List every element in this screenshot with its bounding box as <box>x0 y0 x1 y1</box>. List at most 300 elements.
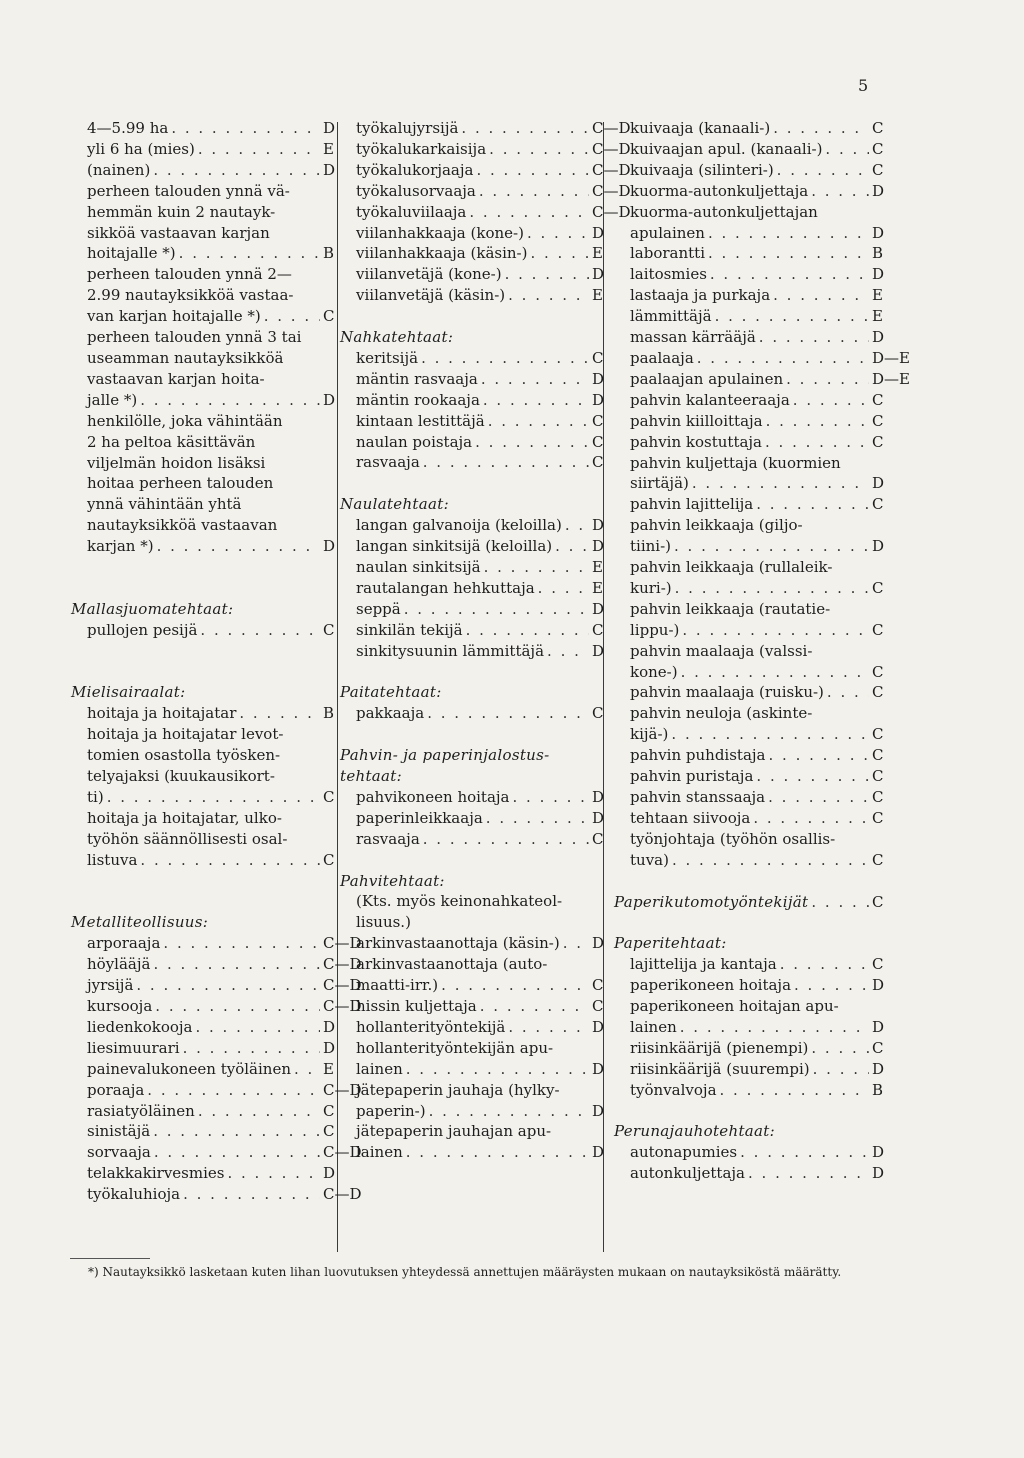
pay-class: C <box>872 1038 884 1057</box>
occupation-entry <box>614 348 910 369</box>
entry-line <box>630 285 882 306</box>
occupation-label: pahvin kalanteeraaja <box>630 390 790 409</box>
occupation-label: lippu-) <box>630 620 680 639</box>
dot-leader <box>171 118 320 139</box>
entry-line <box>356 1101 605 1122</box>
occupation-entry <box>71 1142 362 1163</box>
pay-class: C <box>323 307 335 326</box>
occupation-entry <box>340 808 605 829</box>
occupation-entry <box>614 494 882 515</box>
pay-class: C <box>592 704 604 723</box>
pay-class: E <box>592 578 603 597</box>
entry-line <box>630 515 882 536</box>
occupation-entry <box>614 139 882 160</box>
occupation-entry <box>614 703 882 745</box>
occupation-entry <box>71 975 362 996</box>
occupation-entry <box>71 264 333 327</box>
entry-line <box>630 160 882 181</box>
occupation-label: työkalukorjaaja <box>356 160 474 179</box>
entry-line <box>630 1142 885 1163</box>
pay-class: D <box>592 641 605 660</box>
occupation-label: hoitaja ja hoitajatar <box>87 704 237 723</box>
pay-class: C <box>872 139 884 158</box>
dot-leader <box>183 1038 320 1059</box>
dot-leader <box>681 662 869 683</box>
entry-line <box>630 536 885 557</box>
pay-class: C <box>872 892 884 911</box>
column-divider <box>603 122 604 1252</box>
occupation-label: hollanterityöntekijä <box>356 1017 506 1036</box>
occupation-label: langan galvanoija (keloilla) <box>356 516 562 535</box>
dot-leader <box>530 243 589 264</box>
occupation-label: työkaluviilaaja <box>356 202 467 221</box>
occupation-entry <box>614 808 882 829</box>
occupation-label: pahvin kuljettaja (kuormien <box>630 453 841 472</box>
entry-line <box>630 850 882 871</box>
entry-line <box>87 118 336 139</box>
entry-line <box>356 160 631 181</box>
pay-class: D <box>592 808 605 827</box>
occupation-entry <box>614 829 882 871</box>
page-number: 5 <box>858 76 869 95</box>
dot-leader <box>483 390 589 411</box>
occupation-entry <box>340 452 602 473</box>
occupation-entry <box>340 1038 605 1080</box>
entry-line <box>87 494 333 515</box>
entry-line <box>356 703 602 724</box>
entry-line <box>87 745 333 766</box>
dot-leader <box>794 975 869 996</box>
occupation-entry <box>614 1163 885 1184</box>
pay-class: D <box>872 223 885 242</box>
entry-line <box>87 515 333 536</box>
section-heading: Paperikutomotyöntekijät <box>614 892 809 911</box>
dot-leader <box>239 703 320 724</box>
pay-class: C <box>323 787 335 806</box>
occupation-label: useamman nautayksikköä <box>87 348 284 367</box>
occupation-label: rasvaaja <box>356 829 420 848</box>
pay-class: C <box>872 432 884 451</box>
entry-line <box>356 808 605 829</box>
pay-class: C <box>323 620 335 639</box>
pay-class: D <box>872 1143 885 1162</box>
occupation-label: kursooja <box>87 997 153 1016</box>
footnote-rule <box>70 1258 150 1259</box>
occupation-entry <box>71 703 333 724</box>
dot-leader <box>813 1059 869 1080</box>
pay-class: D <box>872 1017 885 1036</box>
section-heading: Pahvin- ja paperinjalostus- <box>340 746 550 765</box>
occupation-entry <box>340 411 602 432</box>
occupation-label: apulainen <box>630 223 705 242</box>
dot-leader <box>811 892 869 913</box>
occupation-label: pahvin puhdistaja <box>630 746 766 765</box>
dot-leader <box>565 515 589 536</box>
entry-line <box>87 850 333 871</box>
entry-line <box>630 996 882 1017</box>
entry-line <box>356 390 605 411</box>
dot-leader <box>294 1059 320 1080</box>
occupation-label: työhön säännöllisesti osal- <box>87 829 288 848</box>
dot-leader <box>154 1142 320 1163</box>
occupation-label: lämmittäjä <box>630 307 712 326</box>
entry-line <box>87 202 333 223</box>
occupation-label: työkaluhioja <box>87 1185 181 1204</box>
pay-class: D <box>872 265 885 284</box>
occupation-label: höylääjä <box>87 955 151 974</box>
section-spacer <box>71 871 333 913</box>
dot-leader <box>147 1080 320 1101</box>
dot-leader <box>155 996 320 1017</box>
section-heading: Metalliteollisuus: <box>71 913 209 932</box>
dot-leader <box>136 975 320 996</box>
occupation-label: jalle *) <box>87 390 138 409</box>
dot-leader <box>547 641 589 662</box>
entry-line <box>87 996 362 1017</box>
occupation-label: naulan sinkitsijä <box>356 558 481 576</box>
pay-class: C <box>872 683 884 702</box>
dot-leader <box>708 243 869 264</box>
occupation-label: listuva <box>87 850 138 869</box>
entry-line <box>356 933 605 954</box>
pay-class: C—D <box>592 139 631 158</box>
entry-line <box>630 829 882 850</box>
section-heading: Pahvitehtaat: <box>340 871 445 890</box>
pay-class: D <box>323 390 336 409</box>
dot-leader <box>461 118 589 139</box>
occupation-label: tuva) <box>630 850 669 869</box>
entry-line <box>87 787 333 808</box>
pay-class: C <box>592 411 604 430</box>
pay-class: D <box>592 599 605 618</box>
occupation-label: siirtäjä) <box>630 474 689 493</box>
entry-line <box>87 1121 333 1142</box>
occupation-entry <box>614 432 882 453</box>
occupation-entry <box>614 202 885 244</box>
entry-line <box>630 327 885 348</box>
occupation-entry <box>71 954 362 975</box>
occupation-entry <box>340 620 602 641</box>
occupation-label: kone-) <box>630 662 678 681</box>
occupation-label: viilanvetäjä (kone-) <box>356 265 502 284</box>
entry-line <box>87 306 333 327</box>
occupation-entry <box>71 808 333 871</box>
occupation-label: viilanvetäjä (käsin-) <box>356 286 506 305</box>
pay-class: E <box>592 244 603 263</box>
occupation-label: kuri-) <box>630 578 672 597</box>
pay-class: C <box>872 411 884 430</box>
occupation-entry <box>340 390 605 411</box>
section-spacer <box>340 850 602 871</box>
entry-line <box>87 1184 362 1205</box>
occupation-entry <box>340 1017 605 1038</box>
entry-line <box>87 348 333 369</box>
pay-class: C—D <box>323 1080 362 1099</box>
occupation-label: lainen <box>356 1143 403 1162</box>
occupation-entry <box>614 954 882 975</box>
occupation-entry <box>71 118 336 139</box>
entry-line <box>87 975 362 996</box>
dot-leader <box>793 390 869 411</box>
dot-leader <box>479 181 589 202</box>
occupation-label: kijä-) <box>630 725 669 744</box>
entry-line <box>356 599 605 620</box>
entry-line <box>630 202 882 223</box>
occupation-label: mäntin rookaaja <box>356 390 480 409</box>
occupation-label: telakkakirvesmies <box>87 1164 225 1183</box>
occupation-entry <box>340 1121 605 1163</box>
dot-leader <box>404 599 589 620</box>
entry-line <box>87 432 333 453</box>
dot-leader <box>692 473 869 494</box>
occupation-entry <box>340 641 605 662</box>
occupation-label: 2.99 nautayksikköä vastaa- <box>87 286 294 305</box>
occupation-label: työkalujyrsijä <box>356 119 459 137</box>
pay-class: C <box>872 620 884 639</box>
occupation-label: henkilölle, joka vähintään <box>87 411 283 430</box>
footnote <box>70 1264 910 1280</box>
occupation-entry <box>71 160 336 181</box>
occupation-entry <box>340 557 602 578</box>
occupation-label: paperin-) <box>356 1101 426 1120</box>
occupation-entry <box>340 996 602 1017</box>
dot-leader <box>773 285 869 306</box>
entry-line <box>356 620 602 641</box>
occupation-label: massan kärrääjä <box>630 328 756 347</box>
entry-line <box>630 453 882 474</box>
dot-leader <box>811 1038 869 1059</box>
pay-class: D <box>592 265 605 284</box>
dot-leader <box>825 139 869 160</box>
occupation-label: laitosmies <box>630 265 707 284</box>
entry-line <box>630 181 885 202</box>
occupation-label: perheen talouden ynnä 2— <box>87 265 292 284</box>
entry-line <box>630 766 882 787</box>
entry-line <box>630 1017 885 1038</box>
occupation-label: tehtaan siivooja <box>630 808 751 827</box>
pay-class: C <box>872 850 884 869</box>
dot-leader <box>555 536 589 557</box>
dot-leader <box>720 1080 869 1101</box>
occupation-entry <box>614 1080 882 1101</box>
pay-class: D <box>592 537 605 556</box>
section-heading: Nahkatehtaat: <box>340 328 454 347</box>
section-heading: Perunajauhotehtaat: <box>614 1122 775 1141</box>
entry-line <box>87 243 333 264</box>
entry-line <box>87 703 333 724</box>
section-heading: Paitatehtaat: <box>340 683 442 702</box>
occupation-entry <box>71 1038 336 1059</box>
occupation-entry <box>340 536 605 557</box>
occupation-label: kuivaaja (kanaali-) <box>630 119 771 137</box>
dot-leader <box>476 160 589 181</box>
occupation-label: autonapumies <box>630 1143 738 1162</box>
occupation-entry <box>71 1184 362 1205</box>
occupation-label: sikköä vastaavan karjan <box>87 223 270 242</box>
occupation-label: työkalusorvaaja <box>356 181 476 200</box>
dot-leader <box>469 202 589 223</box>
pay-class: C <box>592 620 604 639</box>
dot-leader <box>780 954 869 975</box>
entry-line <box>356 223 605 244</box>
occupation-label: (nainen) <box>87 160 151 179</box>
occupation-entry <box>614 118 882 139</box>
dot-leader <box>769 745 870 766</box>
entry-line <box>356 536 605 557</box>
occupation-entry <box>614 515 885 557</box>
occupation-label: paalaajan apulainen <box>630 369 784 388</box>
dot-leader <box>406 1059 589 1080</box>
entry-line <box>630 808 882 829</box>
occupation-entry <box>340 285 602 306</box>
entry-line <box>356 1121 602 1142</box>
pay-class: C <box>872 725 884 744</box>
occupation-entry <box>614 264 885 285</box>
occupation-label: liesimuurari <box>87 1038 180 1057</box>
section-heading: Naulatehtaat: <box>340 495 449 514</box>
dot-leader <box>672 850 869 871</box>
entry-line <box>356 243 602 264</box>
occupation-entry <box>614 411 882 432</box>
dot-leader <box>489 139 589 160</box>
occupation-label: mäntin rasvaaja <box>356 369 478 388</box>
dot-leader <box>513 787 590 808</box>
entry-line <box>87 160 336 181</box>
dot-leader <box>811 181 869 202</box>
occupation-entry <box>71 996 362 1017</box>
dot-leader <box>423 452 589 473</box>
occupation-label: perheen talouden ynnä vä- <box>87 181 290 200</box>
occupation-label: hollanterityöntekijän apu- <box>356 1038 554 1057</box>
entry-line <box>87 264 333 285</box>
entry-line <box>87 954 362 975</box>
occupation-entry <box>614 181 885 202</box>
occupation-entry <box>71 327 336 411</box>
dot-leader <box>768 787 869 808</box>
entry-line <box>87 369 333 390</box>
pay-class: C <box>872 390 884 409</box>
occupation-entry <box>614 682 882 703</box>
occupation-entry <box>71 1121 333 1142</box>
dot-leader <box>710 264 869 285</box>
pay-class: D <box>592 390 605 409</box>
occupation-entry <box>71 1017 336 1038</box>
section-heading: tehtaat: <box>340 767 402 786</box>
entry-line <box>630 662 882 683</box>
occupation-label: nautayksikköä vastaavan <box>87 516 278 535</box>
entry-line <box>630 432 882 453</box>
occupation-label: rasvaaja <box>356 453 420 472</box>
occupation-label: hoitaja ja hoitajatar, ulko- <box>87 808 282 827</box>
pay-class: C <box>323 1122 335 1141</box>
occupation-entry <box>614 243 882 264</box>
dot-leader <box>756 494 869 515</box>
section-heading: Mielisairaalat: <box>71 683 186 702</box>
dot-leader <box>756 766 869 787</box>
pay-class: C <box>872 746 884 765</box>
occupation-entry <box>340 787 605 808</box>
dot-leader <box>429 1101 589 1122</box>
entry-line <box>630 264 885 285</box>
occupation-label: pahvin stanssaaja <box>630 788 766 806</box>
pay-class: C <box>872 578 884 597</box>
entry-line <box>356 1017 605 1038</box>
column-1 <box>71 118 362 1205</box>
entry-line <box>630 954 882 975</box>
occupation-label: hissin kuljettaja <box>356 996 477 1015</box>
dot-leader <box>753 808 869 829</box>
pay-class: C—D <box>323 1143 362 1162</box>
occupation-label: työnvalvoja <box>630 1080 717 1099</box>
pay-class: C <box>592 829 604 848</box>
dot-leader <box>505 264 589 285</box>
occupation-entry <box>614 787 882 808</box>
occupation-label: hemmän kuin 2 nautayk- <box>87 202 276 221</box>
occupation-label: pahvin puristaja <box>630 767 754 786</box>
pay-class: B <box>323 244 335 263</box>
occupation-label: liedenkokooja <box>87 1017 193 1036</box>
occupation-entry <box>340 118 631 139</box>
pay-class: E <box>872 286 883 305</box>
dot-leader <box>527 223 589 244</box>
pay-class: D <box>872 976 885 995</box>
entry-line <box>630 118 882 139</box>
occupation-entry <box>71 181 333 265</box>
occupation-label: yli 6 ha (mies) <box>87 139 195 158</box>
pay-class: D <box>872 1059 885 1078</box>
pay-class: D <box>592 1059 605 1078</box>
entry-line <box>630 599 882 620</box>
dot-leader <box>759 327 869 348</box>
entry-line <box>630 724 882 745</box>
pay-class: E <box>592 558 603 576</box>
entry-line <box>356 1038 602 1059</box>
dot-leader <box>475 432 589 453</box>
pay-class: C—D <box>592 202 631 221</box>
occupation-label: jätepaperin jauhajan apu- <box>356 1122 552 1141</box>
pay-class: C <box>323 850 335 869</box>
occupation-label: lainen <box>630 1017 677 1036</box>
pay-class: D <box>323 1038 336 1057</box>
occupation-label: painevalukoneen työläinen <box>87 1059 291 1078</box>
dot-leader <box>675 578 869 599</box>
entry-line <box>630 620 882 641</box>
occupation-entry <box>614 599 882 641</box>
entry-line <box>356 411 602 432</box>
dot-leader <box>680 1017 869 1038</box>
column-3 <box>614 118 910 1184</box>
dot-leader <box>708 223 869 244</box>
occupation-entry <box>614 327 885 348</box>
occupation-entry <box>340 891 602 933</box>
entry-line <box>87 536 336 557</box>
occupation-entry <box>340 202 631 223</box>
pay-class: D <box>323 1164 336 1183</box>
occupation-label: viilanhakkaaja (kone-) <box>356 223 524 242</box>
pay-class: B <box>872 1080 884 1099</box>
pay-class: D <box>872 1164 885 1183</box>
pay-class: B <box>872 244 884 263</box>
pay-class: D <box>592 223 605 242</box>
occupation-entry <box>340 432 602 453</box>
pay-class: C <box>872 495 884 514</box>
section-heading-entry <box>614 892 882 913</box>
dot-leader <box>671 724 869 745</box>
section-spacer <box>340 724 602 745</box>
occupation-label: lastaaja ja purkaja <box>630 286 771 305</box>
section-spacer <box>71 557 333 599</box>
entry-line <box>87 766 333 787</box>
